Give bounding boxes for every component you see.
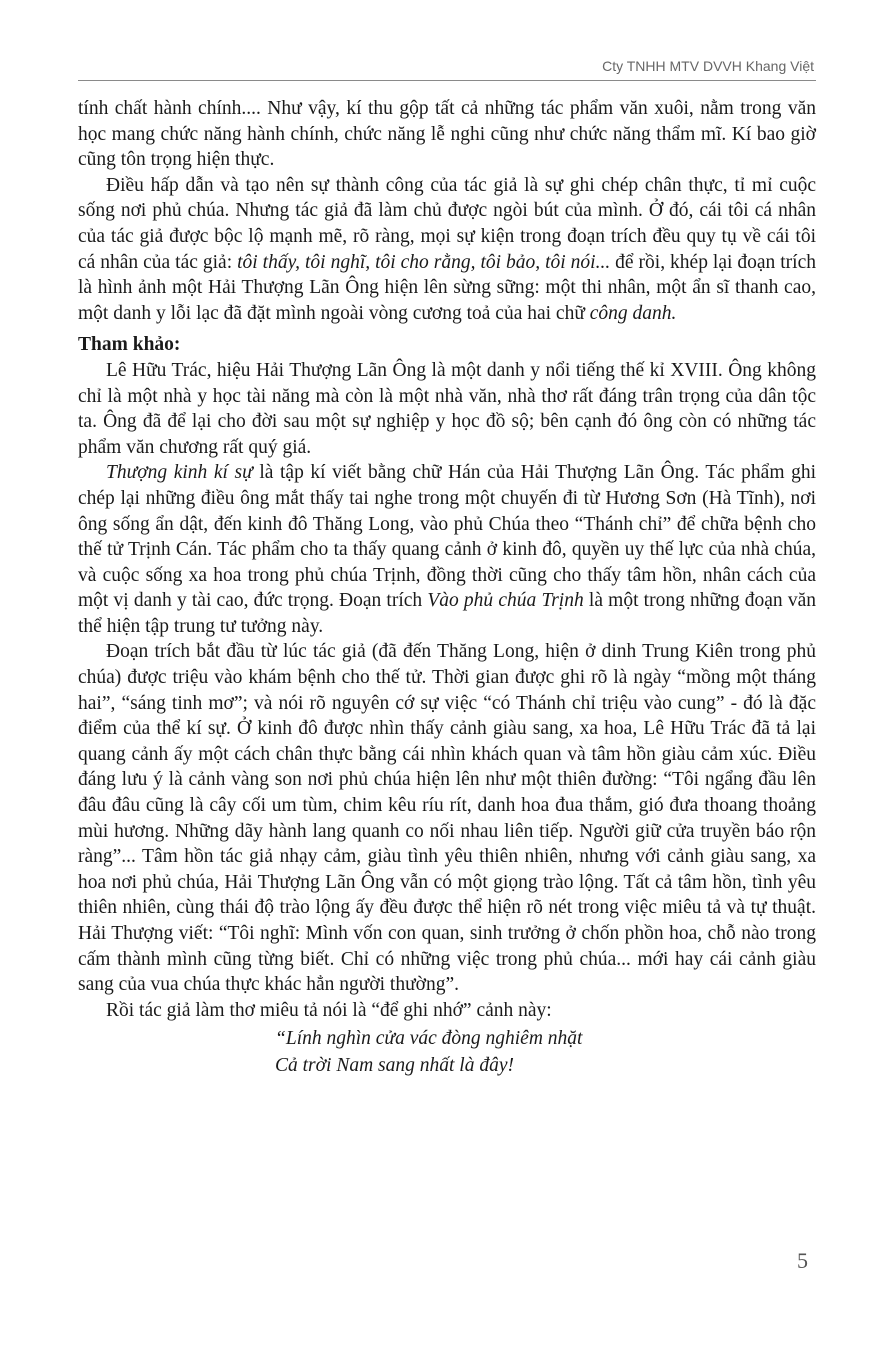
paragraph-2-text-b: để rồi, khép lại đoạn trích là hình ảnh một Hải Thượng Lãn Ông hiện lên sừng sững: một thi nhân, một ẩn sĩ thanh cao, một danh y lỗi lạc đã đặt mình ngoài vòng cương toả của hai chữ	[78, 251, 817, 324]
section-heading: Tham khảo:	[78, 334, 181, 356]
page-header	[78, 56, 816, 81]
paragraph-5: Đoạn trích bắt đầu từ lúc tác giả (đã đến Thăng Long, hiện ở dinh Trung Kiên trong phủ chúa) được triệu vào khám bệnh cho thế tử. Thời gian được ghi rõ là ngày “mồng một tháng hai”, “sáng tinh mơ”; và nói rõ nguyên cớ sự việc “có Thánh chỉ triệu vào cung” - đó là đặc điểm của thể kí sự. Ở kinh đô được nhìn thấy cảnh giàu sang, xa hoa, Lê Hữu Trác đã tả lại quang cảnh ấy một cách chân thực bằng cái nhìn khách quan và tâm hồn giàu cảm xúc. Điều đáng lưu ý là cảnh vàng son nơi phủ chúa hiện lên như một thiên đường: “Tôi ngẩng đầu lên đâu đâu cũng là cây cối um tùm, chim kêu ríu rít, danh hoa đua thắm, gió đưa thoang thoảng mùi hương. Những dãy hành lang quanh co nối nhau liên tiếp. Người giữ cửa truyền báo rộn ràng”... Tâm hồn tác giả nhạy cảm, giàu tình yêu thiên nhiên, nhưng với cảnh giàu sang, xa hoa nơi phủ chúa, Hải Thượng Lãn Ông vẫn có một giọng trào lộng. Tất cả tâm hồn, tình yêu thiên nhiên, cùng thái độ trào lộng ấy đều được thể hiện rõ nét trong việc miêu tả và tự thuật. Hải Thượng viết: “Tôi nghĩ: Mình vốn con quan, sinh trưởng ở chốn phồn hoa, chỗ nào trong cấm thành mình cũng từng biết. Chỉ có những việc trong phủ chúa... mới hay cái cảnh giàu sang của vua chúa thực khác hẳn người thường”.	[78, 641, 816, 996]
paragraph-2-italic-b: công danh.	[589, 302, 677, 324]
paragraph-2	[78, 173, 816, 327]
paragraph-4-text-a: là tập kí viết bằng chữ Hán của Hải Thượng Lãn Ông. Tác phẩm ghi chép lại những điều ông mắt thấy tai nghe trong một chuyến đi từ Hương Sơn (Hà Tĩnh), nơi ông sống ẩn dật, đến kinh đô Thăng Long, vào phủ Chúa theo “Thánh chỉ” để chữa bệnh cho thế tử Trịnh Cán. Tác phẩm cho ta thấy quang cảnh ở kinh đô, quyền uy thế lực của nhà chúa, và cuộc sống xa hoa trong phủ chúa Trịnh, đồng thời cũng cho thấy tâm hồn, nhân cách của một vị danh y tài cao, đức trọng. Đoạn trích	[78, 462, 816, 612]
paragraph-4	[78, 460, 816, 639]
poem-quote	[275, 1025, 816, 1079]
header-publisher: Cty TNHH MTV DVVH Khang Việt	[602, 58, 814, 74]
paragraph-4-italic-title: Thượng kinh kí sự	[106, 462, 253, 484]
paragraph-4-text-b: là một trong những đoạn văn thể hiện tập trung tư tưởng này.	[78, 590, 816, 637]
page-number: 5	[797, 1248, 808, 1273]
poem-line-2: Cả trời Nam sang nhất là đây!	[275, 1055, 514, 1077]
paragraph-1: tính chất hành chính.... Như vậy, kí thu gộp tất cả những tác phẩm văn xuôi, nằm trong văn học mang chức năng hành chính, chức năng lễ nghi cũng như chức năng thẩm mĩ. Kí bao giờ cũng tôn trọng hiện thực.	[78, 98, 816, 171]
paragraph-4-italic-excerpt: Vào phủ chúa Trịnh	[427, 590, 584, 612]
paragraph-6: Rồi tác giả làm thơ miêu tả nói là “để ghi nhớ” cảnh này:	[106, 999, 552, 1021]
poem-line-1: “Lính nghìn cửa vác đòng nghiêm nhặt	[275, 1028, 583, 1050]
paragraph-2-italic-a: tôi thấy, tôi nghĩ, tôi cho rằng, tôi bảo, tôi nói...	[237, 251, 611, 273]
paragraph-3: Lê Hữu Trác, hiệu Hải Thượng Lãn Ông là một danh y nổi tiếng thế kỉ XVIII. Ông không chỉ là một nhà y học tài năng mà còn là một nhà văn, nhà thơ rất đáng trân trọng của dân tộc ta. Ông đã để lại cho đời sau một sự nghiệp y học đồ sộ; bên cạnh đó ông còn có những tác phẩm văn chương rất quý giá.	[78, 359, 816, 458]
paragraph-2-text-a: Điều hấp dẫn và tạo nên sự thành công của tác giả là sự ghi chép chân thực, tỉ mỉ cuộc sống nơi phủ chúa. Nhưng tác giả đã làm chủ được ngòi bút của mình. Ở đó, cái tôi cá nhân của tác giả được bộc lộ mạnh mẽ, rõ ràng, mọi sự kiện trong đoạn trích đều quy tụ về cái tôi cá nhân của tác giả:	[78, 174, 816, 273]
page-body	[78, 96, 816, 1079]
